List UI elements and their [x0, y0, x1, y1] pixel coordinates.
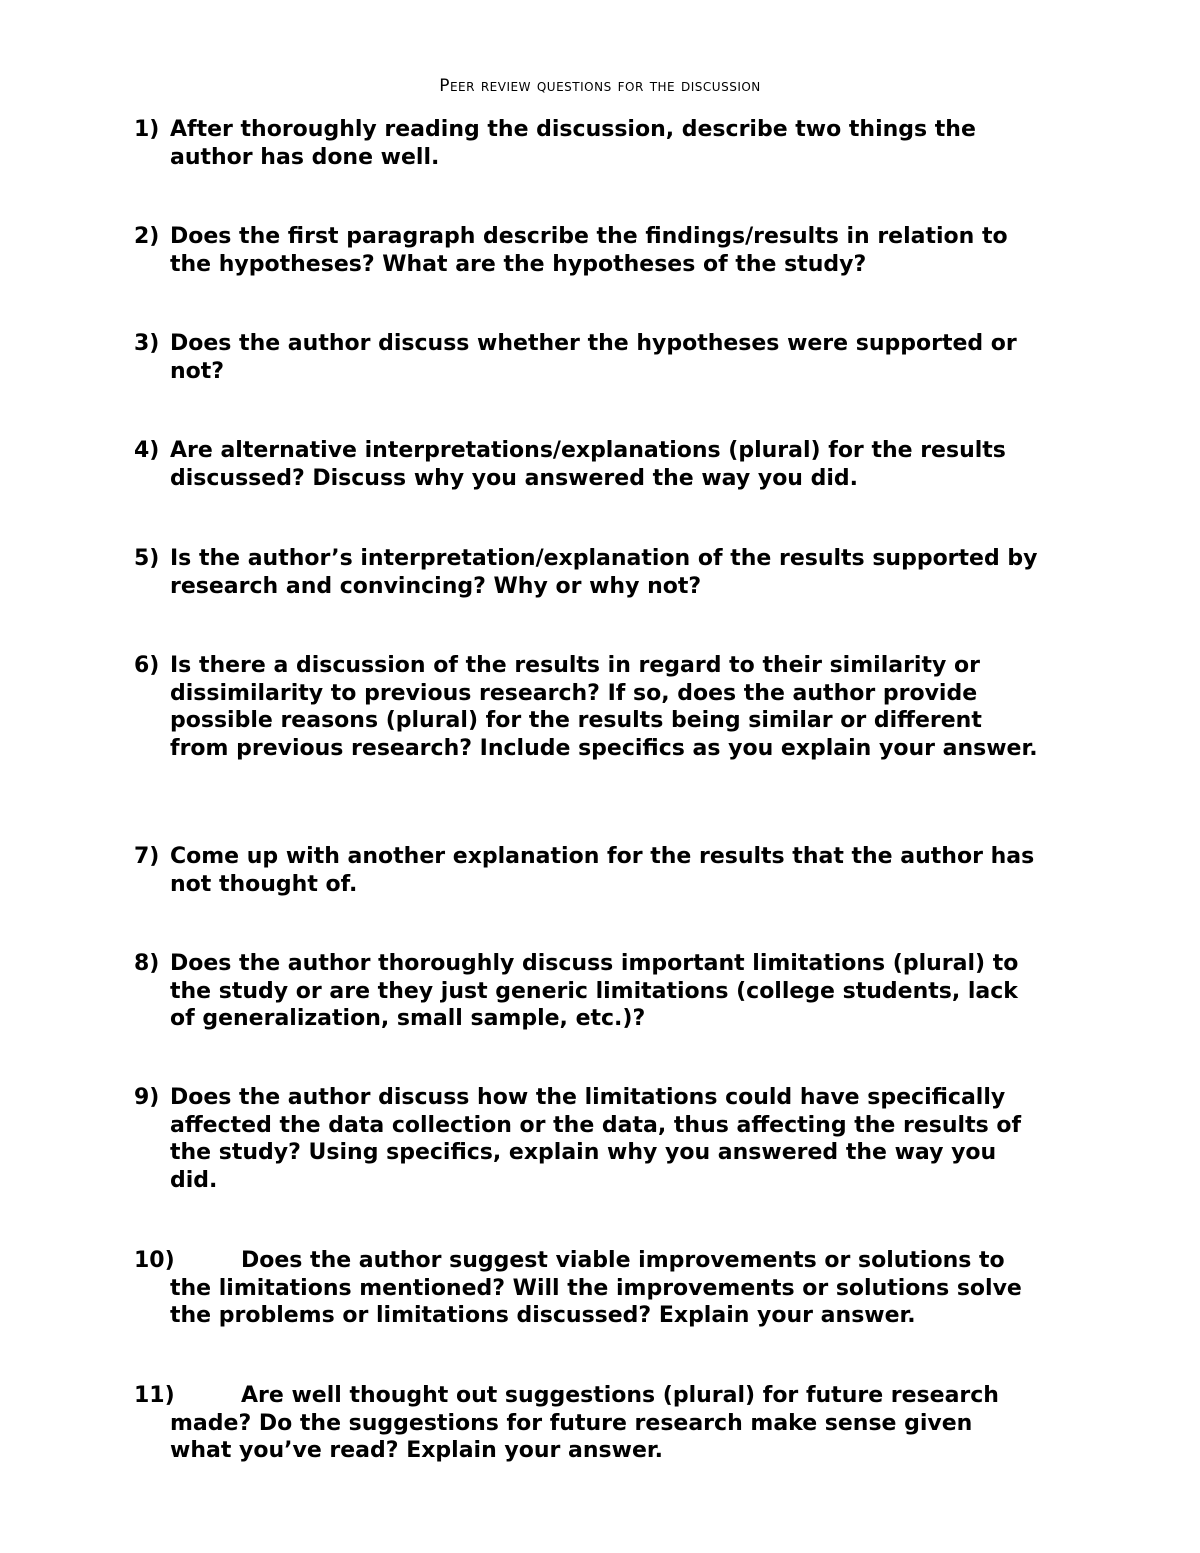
question-text-line: the problems or limitations discussed? Explain your answer. — [170, 1303, 916, 1328]
question-number: 1) — [134, 117, 160, 142]
question-4 — [134, 437, 1006, 492]
question-text-line: affected the data collection or the data, thus affecting the results of — [170, 1112, 1022, 1138]
question-text-line: from previous research? Include specifics as you explain your answer. — [170, 735, 1038, 761]
question-text-line: possible reasons (plural) for the results being similar or different — [170, 708, 982, 733]
question-text-line: Does the author discuss whether the hypotheses were supported or — [170, 331, 1017, 356]
question-5 — [134, 545, 1037, 600]
question-text-line: Is the author’s interpretation/explanation of the results supported by — [170, 546, 1038, 571]
question-number: 9) — [134, 1085, 160, 1110]
question-text-line: made? Do the suggestions for future research make sense given — [170, 1410, 973, 1436]
question-3 — [134, 330, 1017, 385]
question-10 — [134, 1247, 1022, 1330]
question-text-line: Is there a discussion of the results in regard to their similarity or — [170, 653, 980, 678]
question-text-line: Are well thought out suggestions (plural) for future research — [241, 1383, 999, 1408]
question-number: 6) — [134, 653, 160, 678]
question-text-line: the study or are they just generic limitations (college students, lack — [170, 978, 1018, 1004]
question-text-line: of generalization, small sample, etc.)? — [170, 1006, 646, 1031]
question-text-line: discussed? Discuss why you answered the way you did. — [170, 465, 859, 491]
question-text-line: Does the author discuss how the limitations could have specifically — [170, 1085, 1006, 1110]
question-11 — [134, 1382, 999, 1465]
question-number: 2) — [134, 224, 160, 249]
question-number: 8) — [134, 951, 160, 976]
question-text-line: dissimilarity to previous research? If so, does the author provide — [170, 680, 978, 706]
question-text-line: Does the author suggest viable improvements or solutions to — [241, 1248, 1005, 1273]
question-text-line: the study? Using specifics, explain why you answered the way you — [170, 1140, 997, 1165]
question-7 — [134, 843, 1034, 898]
question-1 — [134, 116, 976, 171]
question-number: 3) — [134, 331, 160, 356]
question-text-line: After thoroughly reading the discussion, describe two things the — [170, 117, 976, 142]
question-text-line: Come up with another explanation for the results that the author has — [170, 844, 1035, 869]
question-9 — [134, 1084, 1021, 1194]
question-2 — [134, 223, 1008, 278]
question-text-line: not thought of. — [170, 871, 358, 897]
question-number: 7) — [134, 844, 160, 869]
question-number: 10) — [134, 1248, 175, 1273]
question-number: 5) — [134, 546, 160, 571]
question-text-line: the limitations mentioned? Will the improvements or solutions solve — [170, 1275, 1022, 1301]
question-text-line: Does the author thoroughly discuss important limitations (plural) to — [170, 951, 1019, 976]
question-text-line: research and convincing? Why or why not? — [170, 573, 702, 599]
question-number: 11) — [134, 1383, 175, 1408]
question-text-line: Are alternative interpretations/explanations (plural) for the results — [170, 438, 1006, 463]
question-number: 4) — [134, 438, 160, 463]
question-text-line: not? — [170, 358, 225, 384]
question-text-line: Does the first paragraph describe the findings/results in relation to — [170, 224, 1008, 249]
question-text-line: author has done well. — [170, 144, 440, 170]
question-text-line: the hypotheses? What are the hypotheses of the study? — [170, 251, 867, 277]
question-8 — [134, 950, 1018, 1033]
question-6 — [134, 652, 1038, 762]
page-title: Peer review questions for the discussion — [439, 76, 761, 96]
question-text-line: did. — [170, 1167, 218, 1193]
question-text-line: what you’ve read? Explain your answer. — [170, 1438, 663, 1463]
